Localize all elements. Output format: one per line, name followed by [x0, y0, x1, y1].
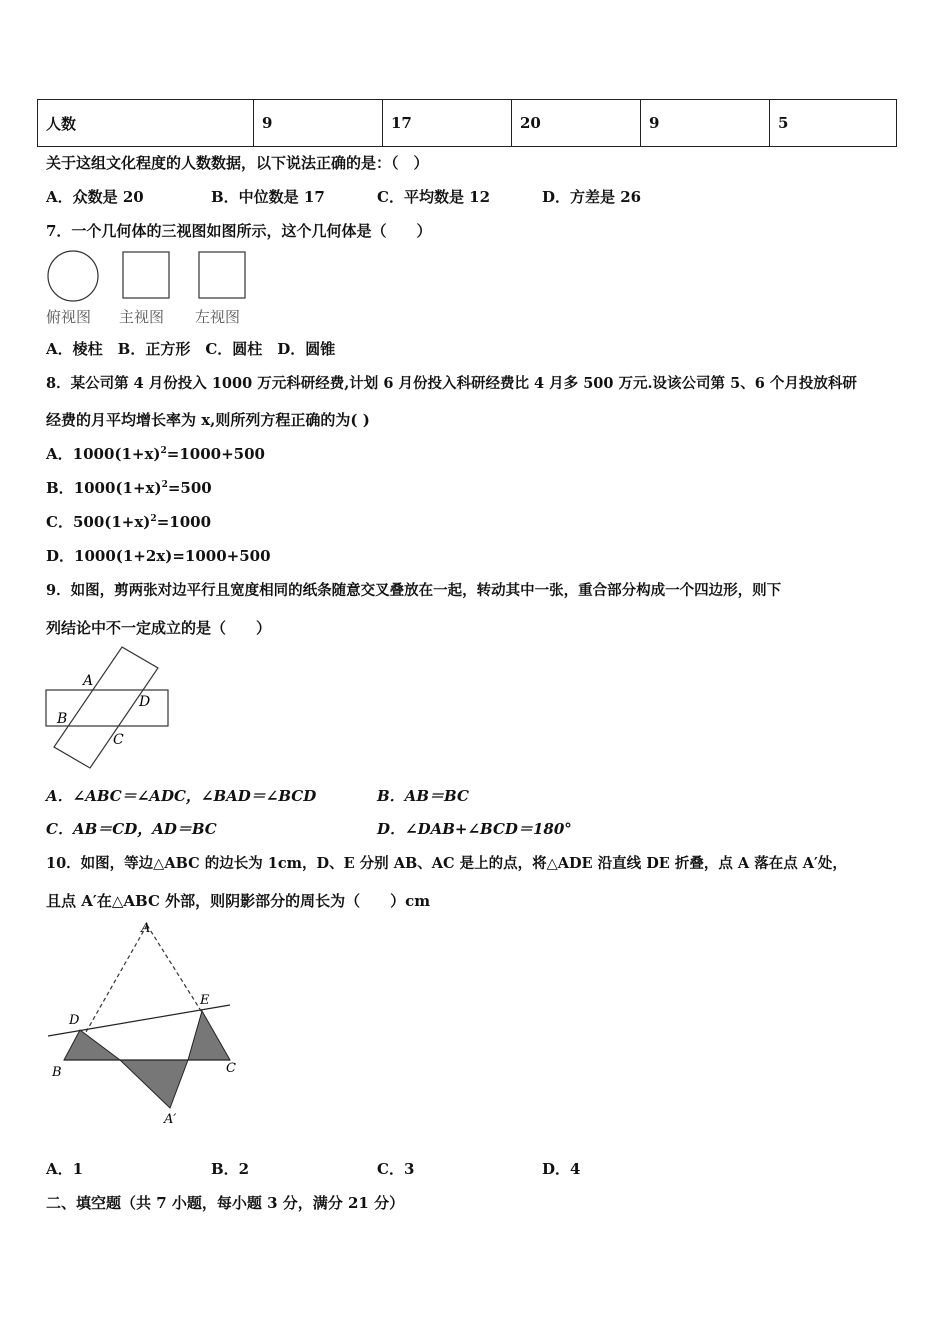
q6-option-a: A．众数是 20 [46, 188, 144, 206]
q8-option-b: B．$1000(1+x)^2=500$ [46, 479, 212, 497]
q10-label-e: E [200, 993, 210, 1008]
table-row [38, 100, 897, 147]
q9-label-b: B [57, 711, 68, 727]
q10-option-a: A．1 [46, 1160, 84, 1178]
q9-option-c: C．AB＝CD，AD＝BC [46, 820, 217, 838]
q8-option-d: D．1000(1+2x)=1000+500 [46, 547, 271, 565]
q6-option-d: D．方差是 26 [542, 188, 642, 206]
q10-label-a: A [141, 921, 151, 936]
q8-stem-line1: 8．某公司第 4 月份投入 1000 万元科研经费,计划 6 月份投入科研经费比 4 月多 500 万元.设该公司第 5、6 个月投放科研 [46, 375, 857, 392]
q9-option-a: A．∠ABC＝∠ADC，∠BAD＝∠BCD [46, 787, 317, 805]
table-cell: 人数 [38, 100, 254, 147]
q9-stem-line1: 9．如图，剪两张对边平行且宽度相同的纸条随意交叉叠放在一起，转动其中一张，重合部分构成一个四边形，则下 [46, 582, 782, 599]
shade-right [188, 1011, 230, 1060]
table-cell: 9 [254, 100, 383, 147]
side-view-square [199, 252, 245, 298]
table-cell: 20 [512, 100, 641, 147]
q7-options: A．棱柱 B．正方形 C．圆柱 D．圆锥 [46, 340, 336, 358]
q10-label-c: C [226, 1061, 236, 1076]
table-cell: 5 [770, 100, 897, 147]
q7-stem: 7．一个几何体的三视图如图所示，这个几何体是（ ） [46, 222, 432, 240]
shade-bottom [120, 1060, 188, 1108]
view-label-front: 主视图 [119, 308, 165, 326]
q9-option-d: D．∠DAB+∠BCD＝180° [377, 820, 572, 838]
q8-option-c: C．$500(1+x)^2=1000$ [46, 513, 212, 531]
top-view-circle [48, 251, 98, 301]
dashed-side-ae [147, 925, 203, 1014]
q6-option-c: C．平均数是 12 [377, 188, 491, 206]
q8-stem-line2: 经费的月平均增长率为 x,则所列方程正确的为( ) [46, 411, 370, 429]
data-table [37, 99, 897, 147]
front-view-square [123, 252, 169, 298]
q9-label-d: D [139, 694, 151, 710]
q9-label-a: A [83, 673, 94, 689]
paper-strips-figure [40, 640, 180, 770]
q10-option-d: D．4 [542, 1160, 581, 1178]
q10-stem-line1: 10．如图，等边△ABC 的边长为 1cm，D、E 分别 AB、AC 是上的点，将△ADE 沿直线 DE 折叠，点 A 落在点 A′处， [46, 855, 847, 872]
q8-option-a: A．$1000(1+x)^2=1000+500$ [46, 445, 265, 463]
dashed-side-ad [86, 925, 147, 1032]
q10-stem-line2: 且点 A′在△ABC 外部，则阴影部分的周长为（ ）cm [46, 892, 431, 910]
q10-option-b: B．2 [211, 1160, 250, 1178]
shade-left [64, 1030, 120, 1060]
q9-stem-line2: 列结论中不一定成立的是（ ） [46, 619, 272, 637]
q10-label-a-prime: A′ [164, 1112, 177, 1127]
q9-label-c: C [113, 732, 124, 748]
folded-triangle-figure [40, 918, 250, 1128]
table-cell: 9 [641, 100, 770, 147]
q10-option-c: C．3 [377, 1160, 415, 1178]
view-label-side: 左视图 [195, 308, 241, 326]
table-cell: 17 [383, 100, 512, 147]
section-title: 二、填空题（共 7 小题，每小题 3 分，满分 21 分） [46, 1194, 405, 1212]
q6-option-b: B．中位数是 17 [211, 188, 325, 206]
q10-label-b: B [52, 1065, 62, 1080]
q9-option-b: B．AB＝BC [377, 787, 469, 805]
q10-label-d: D [69, 1013, 80, 1028]
view-label-top: 俯视图 [46, 308, 92, 326]
q6-stem: 关于这组文化程度的人数数据，以下说法正确的是：（ ） [46, 154, 429, 172]
